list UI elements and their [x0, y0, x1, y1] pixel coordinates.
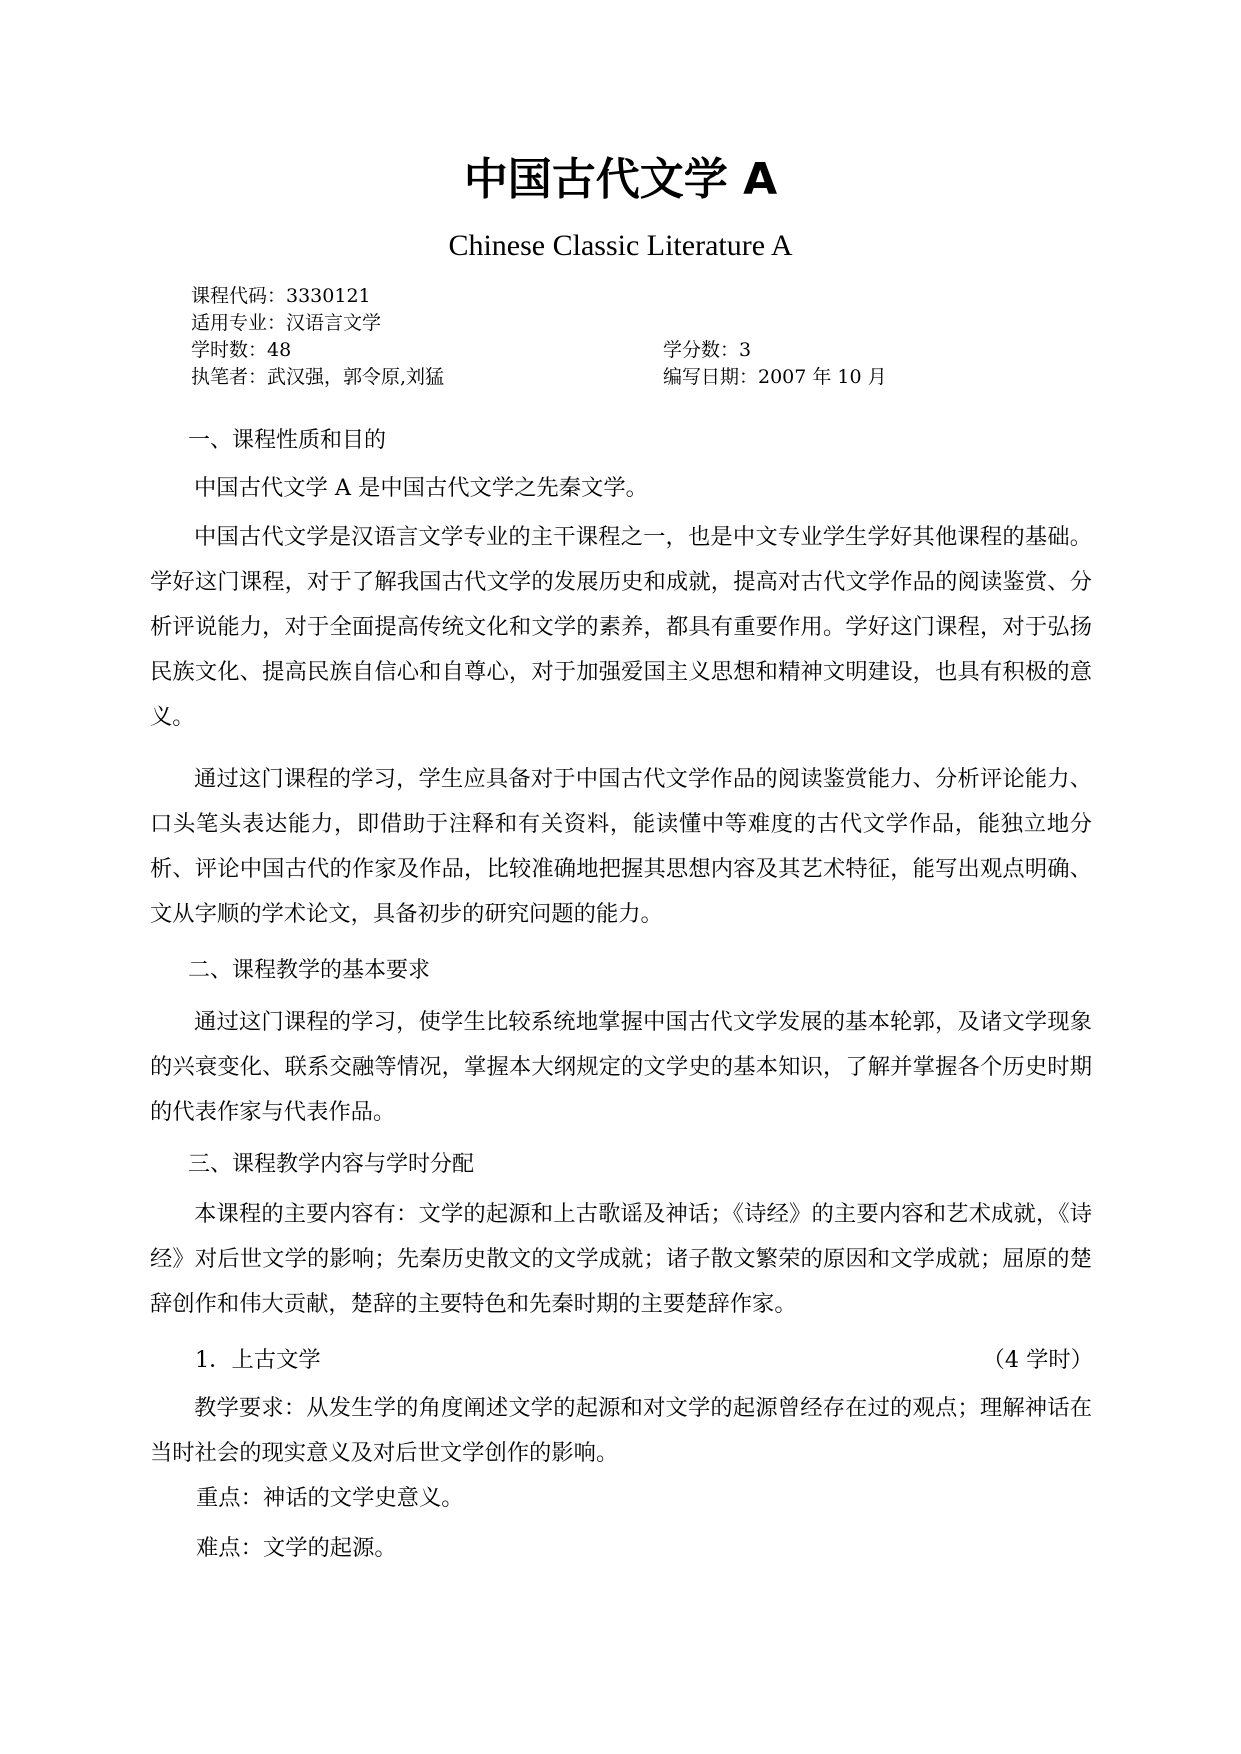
section-heading-requirements: 二、课程教学的基本要求 — [188, 958, 431, 983]
unit-key-point: 重点：神话的文学史意义。 — [196, 1485, 464, 1511]
section-heading-content: 三、课程教学内容与学时分配 — [188, 1152, 475, 1177]
unit-title: 1．上古文学 — [195, 1347, 321, 1373]
class-hours: 学时数：48 — [191, 339, 292, 361]
compile-date: 编写日期：2007 年 10 月 — [663, 366, 887, 388]
course-code: 课程代码：3330121 — [191, 285, 371, 307]
credits: 学分数：3 — [663, 339, 752, 361]
document-title: 中国古代文学 A — [463, 154, 778, 205]
document-subtitle: Chinese Classic Literature A — [448, 229, 793, 262]
paragraph: 通过这门课程的学习，使学生比较系统地掌握中国古代文学发展的基本轮郭，及诸文学现象的兴衰变化、联系交融等情况，掌握本大纲规定的文学史的基本知识，了解并掌握各个历史时期的代表作家与代表作品。 — [150, 1009, 1092, 1125]
paragraph: 通过这门课程的学习，学生应具备对于中国古代文学作品的阅读鉴赏能力、分析评论能力、口头笔头表达能力，即借助于注释和有关资料，能读懂中等难度的古代文学作品，能独立地分析、评论中国古代的作家及作品，比较准确地把握其思想内容及其艺术特征，能写出观点明确、文从字顺的学术论文，具备初步的研究问题的能力。 — [150, 766, 1092, 927]
paragraph: 本课程的主要内容有：文学的起源和上古歌谣及神话；《诗经》的主要内容和艺术成就，《诗经》对后世文学的影响；先秦历史散文的文学成就；诸子散文繁荣的原因和文学成就；屈原的楚辞创作和伟大贡献，楚辞的主要特色和先秦时期的主要楚辞作家。 — [150, 1201, 1092, 1317]
section-heading-nature: 一、课程性质和目的 — [188, 428, 387, 453]
paragraph: 中国古代文学 A 是中国古代文学之先秦文学。 — [194, 475, 648, 501]
unit-difficult-point: 难点：文学的起源。 — [196, 1535, 397, 1561]
unit-hours: （4 学时） — [982, 1347, 1093, 1373]
unit-requirement: 教学要求：从发生学的角度阐述文学的起源和对文学的起源曾经存在过的观点；理解神话在当时社会的现实意义及对后世文学创作的影响。 — [150, 1395, 1092, 1466]
authors: 执笔者：武汉强，郭令原,刘猛 — [191, 366, 445, 388]
applicable-major: 适用专业：汉语言文学 — [191, 312, 382, 334]
paragraph: 中国古代文学是汉语言文学专业的主干课程之一，也是中文专业学生学好其他课程的基础。学好这门课程，对于了解我国古代文学的发展历史和成就，提高对古代文学作品的阅读鉴赏、分析评说能力，对于全面提高传统文化和文学的素养，都具有重要作用。学好这门课程，对于弘扬民族文化、提高民族自信心和自尊心，对于加强爱国主义思想和精神文明建设，也具有积极的意义。 — [150, 524, 1092, 730]
